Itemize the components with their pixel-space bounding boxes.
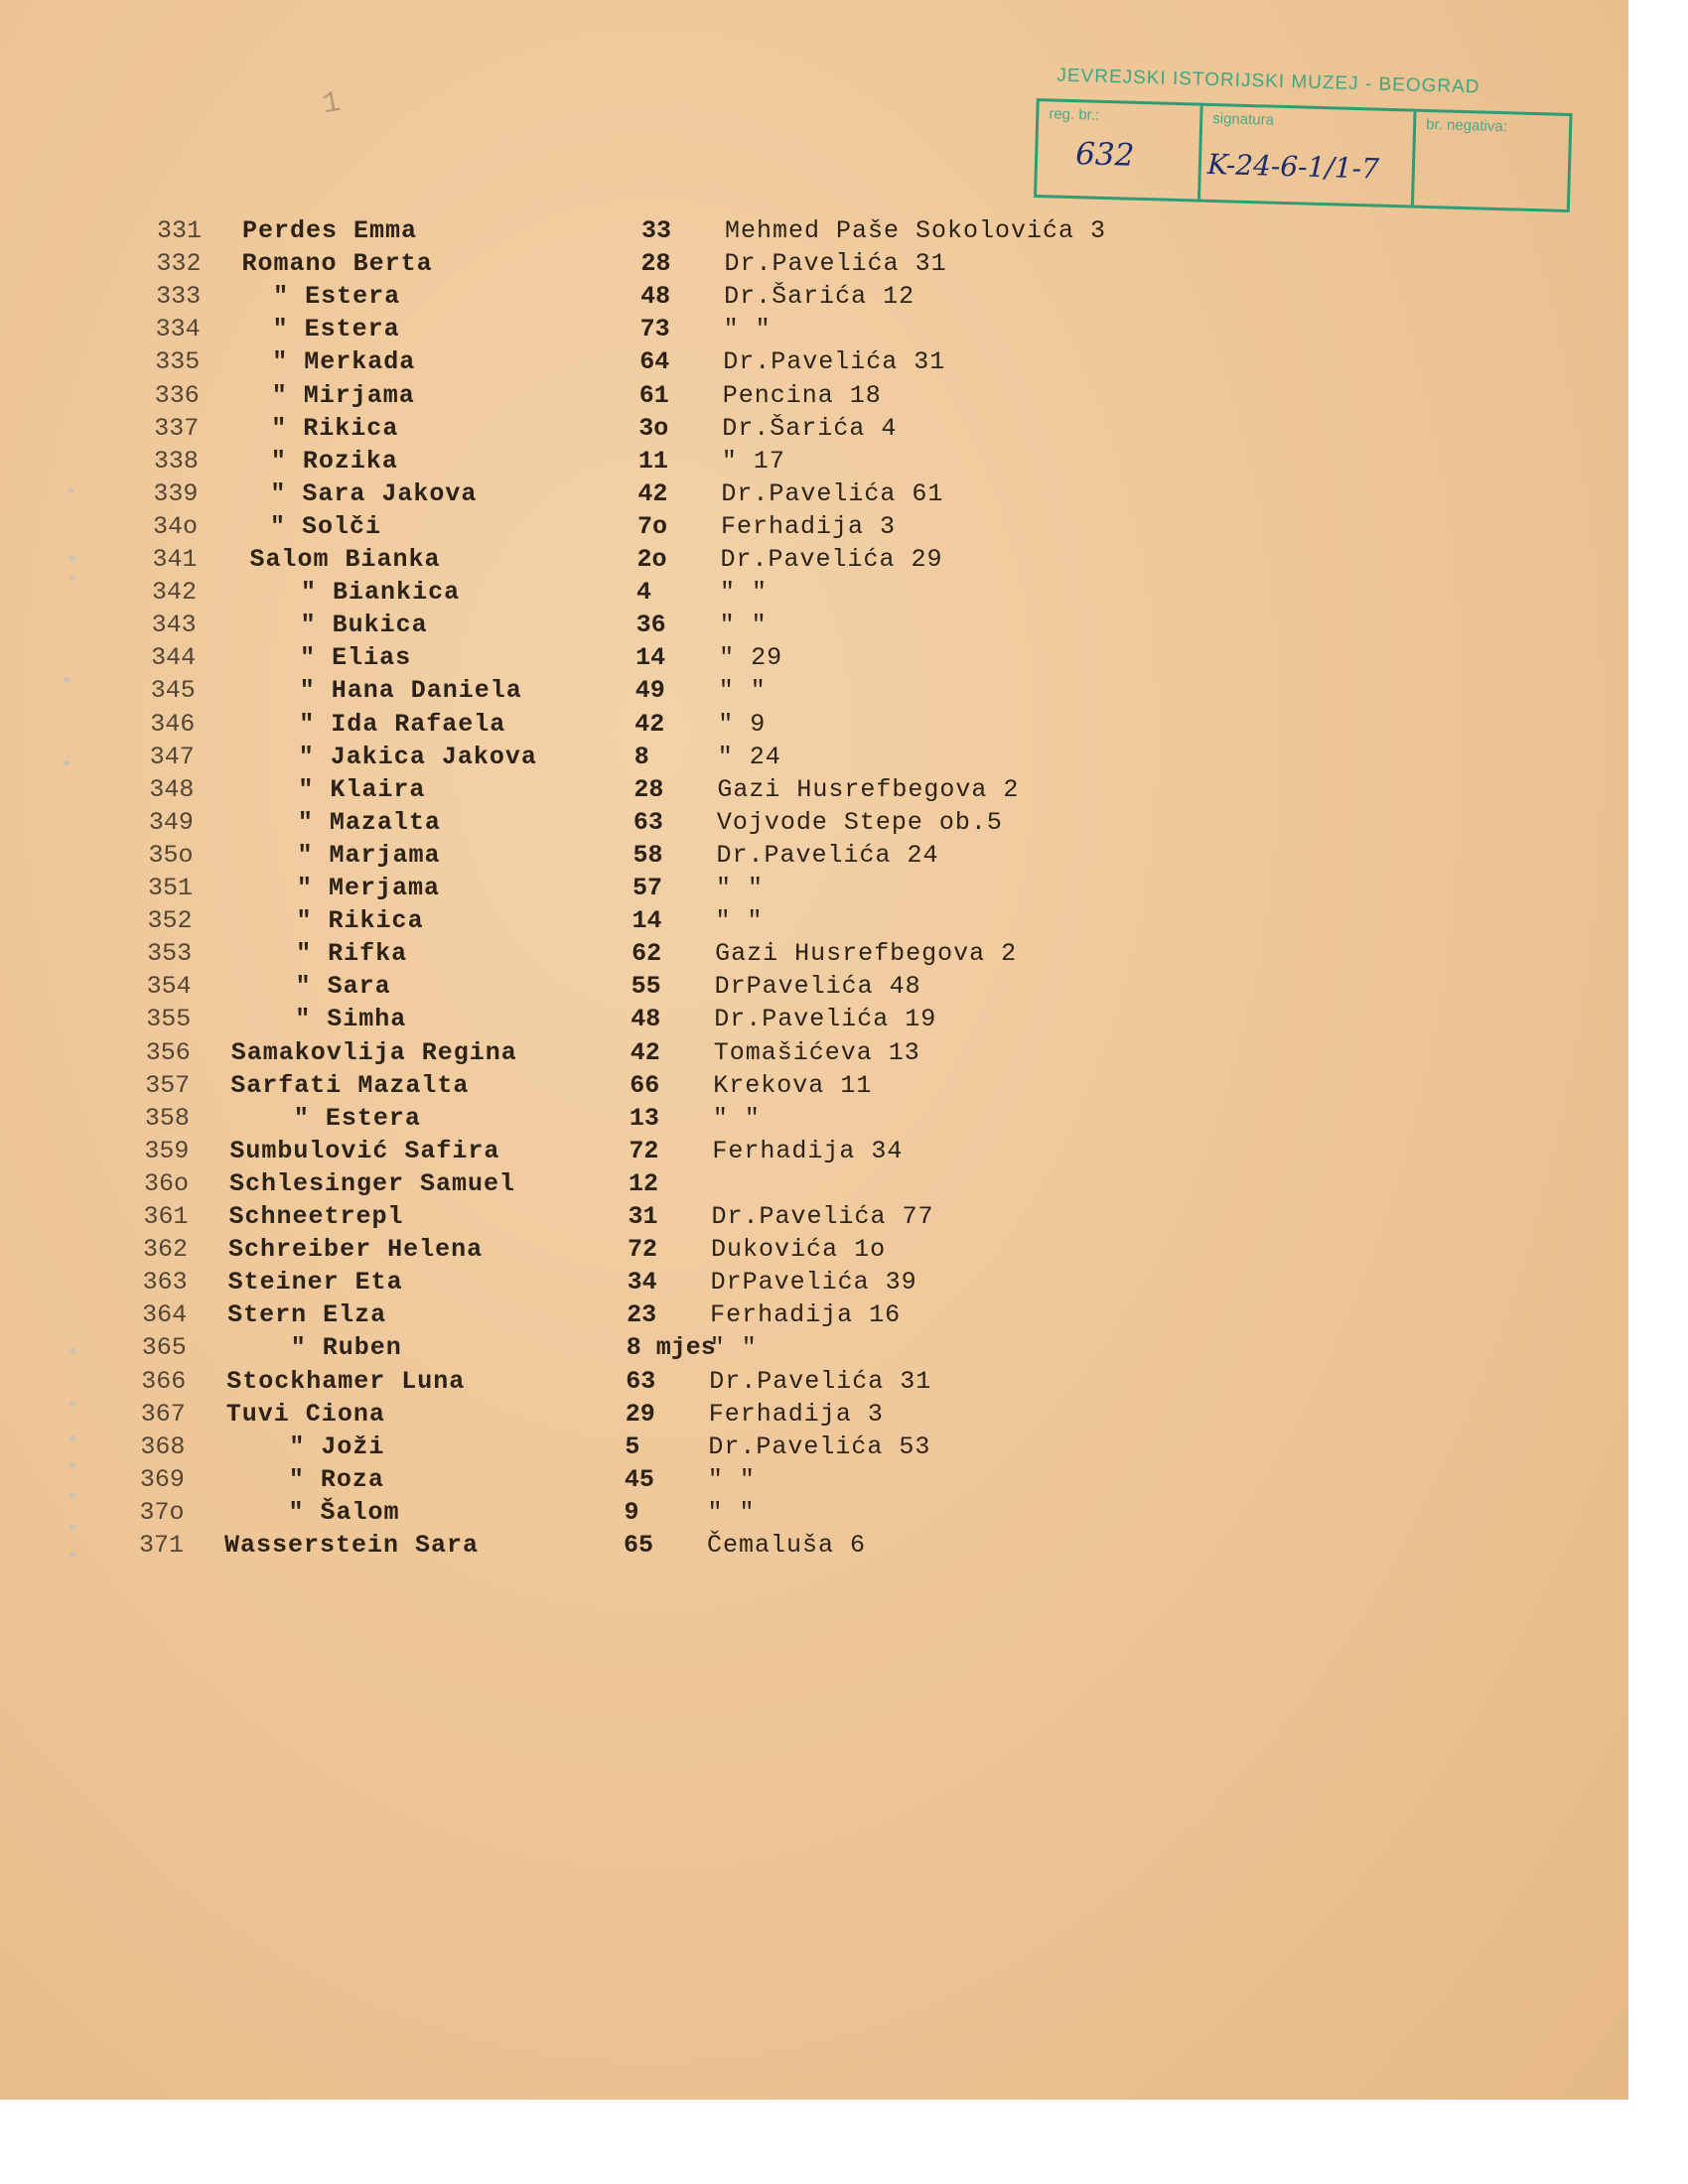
row-age: 42 — [630, 1038, 660, 1067]
row-number: 333 — [156, 282, 202, 311]
row-age: 29 — [625, 1400, 655, 1429]
row-age: 65 — [624, 1531, 654, 1560]
row-address: " " — [723, 315, 772, 343]
row-age: 72 — [628, 1235, 658, 1264]
row-age: 8 — [633, 743, 649, 771]
stamp-signature-label: signatura — [1212, 109, 1275, 129]
stamp-signature-cell — [1200, 106, 1417, 205]
row-name: " Solči — [269, 512, 381, 541]
row-number: 348 — [149, 775, 195, 804]
row-name: Salom Bianka — [249, 545, 441, 574]
row-age: 66 — [630, 1071, 660, 1100]
row-number: 368 — [140, 1433, 186, 1461]
row-name: Stockhamer Luna — [226, 1367, 466, 1396]
row-age: 8 mjes — [626, 1333, 716, 1362]
stamp-negative-cell — [1414, 112, 1570, 209]
row-address: Dr.Pavelića 31 — [724, 249, 947, 278]
binder-hole — [70, 1493, 75, 1498]
row-age: 4 — [636, 578, 652, 607]
row-name: " Simha — [295, 1005, 407, 1033]
row-number: 352 — [147, 906, 193, 935]
row-name: " Estera — [273, 282, 401, 311]
row-age: 33 — [641, 216, 672, 245]
binder-hole — [70, 1435, 75, 1440]
row-age: 13 — [629, 1104, 659, 1133]
row-number: 359 — [144, 1137, 190, 1165]
row-address: Čemaluša 6 — [707, 1531, 867, 1560]
row-number: 336 — [154, 381, 200, 410]
row-number: 369 — [139, 1465, 185, 1494]
row-age: 62 — [632, 939, 662, 968]
row-number: 345 — [150, 676, 196, 705]
row-name: Wasserstein Sara — [224, 1531, 480, 1560]
row-name: " Jakica Jakova — [298, 743, 537, 771]
row-address: Gazi Husrefbegova 2 — [715, 939, 1018, 968]
row-name: " Joži — [289, 1433, 385, 1461]
row-name: " Ruben — [290, 1333, 402, 1362]
row-address: Tomašićeva 13 — [713, 1038, 920, 1067]
row-address: Dukovića 1o — [711, 1235, 887, 1264]
row-name: Sumbulović Safira — [229, 1137, 500, 1165]
row-number: 362 — [143, 1235, 189, 1264]
row-number: 338 — [153, 447, 199, 476]
row-address: " 24 — [717, 743, 781, 771]
row-age: 42 — [634, 710, 665, 739]
row-number: 346 — [150, 710, 196, 739]
row-name: " Bukica — [300, 611, 428, 639]
row-number: 354 — [146, 972, 192, 1001]
row-age: 58 — [633, 841, 663, 870]
row-address: Mehmed Paše Sokolovića 3 — [725, 216, 1107, 245]
row-name: Romano Berta — [241, 249, 433, 278]
row-age: 28 — [633, 775, 664, 804]
row-address: " 29 — [719, 643, 783, 672]
stamp-reg-cell — [1037, 101, 1203, 200]
row-address: DrPavelića 39 — [710, 1268, 917, 1297]
row-number: 337 — [154, 414, 200, 443]
binder-hole — [68, 488, 73, 493]
row-number: 364 — [142, 1300, 188, 1329]
row-age: 14 — [632, 906, 662, 935]
row-name: Samakovlija Regina — [230, 1038, 517, 1067]
row-number: 342 — [152, 578, 198, 607]
row-age: 2o — [636, 545, 667, 574]
row-number: 36o — [143, 1169, 189, 1198]
row-name: " Roza — [288, 1465, 384, 1494]
scan-margin-right — [1628, 0, 1688, 2184]
row-number: 344 — [151, 643, 197, 672]
row-name: Tuvi Ciona — [225, 1400, 385, 1429]
row-age: 48 — [640, 282, 671, 311]
row-name: " Sara — [295, 972, 391, 1001]
row-address: " 17 — [721, 447, 785, 476]
row-number: 371 — [139, 1531, 185, 1560]
row-number: 34o — [152, 512, 198, 541]
row-age: 45 — [624, 1465, 654, 1494]
row-address: Vojvode Stepe ob.5 — [716, 808, 1003, 837]
row-name: " Marjama — [297, 841, 441, 870]
row-name: " Estera — [293, 1104, 421, 1133]
binder-hole — [64, 760, 70, 765]
binder-hole — [70, 1348, 75, 1353]
row-name: " Šalom — [288, 1498, 400, 1527]
stamp-organization: JEVREJSKI ISTORIJSKI MUZEJ - BEOGRAD — [1056, 65, 1480, 98]
row-address: " " — [719, 611, 768, 639]
row-address: " " — [715, 906, 764, 935]
stamp-box — [1034, 98, 1573, 212]
row-age: 63 — [633, 808, 663, 837]
row-age: 72 — [629, 1137, 659, 1165]
row-address: " " — [707, 1498, 756, 1527]
row-age: 57 — [633, 874, 663, 902]
binder-hole — [70, 1463, 75, 1468]
row-address: Ferhadija 3 — [708, 1400, 884, 1429]
row-number: 331 — [157, 216, 203, 245]
row-age: 42 — [637, 479, 668, 508]
row-address: Dr.Pavelića 61 — [721, 479, 944, 508]
row-name: " Elias — [300, 643, 412, 672]
row-age: 14 — [635, 643, 666, 672]
row-number: 343 — [151, 611, 197, 639]
row-name: " Rikica — [271, 414, 399, 443]
row-name: " Ida Rafaela — [299, 710, 506, 739]
row-age: 49 — [634, 676, 665, 705]
stamp-reg-value: 632 — [1074, 136, 1135, 174]
row-address: Pencina 18 — [722, 381, 882, 410]
row-address: Ferhadija 3 — [720, 512, 896, 541]
row-address: Ferhadija 34 — [712, 1137, 904, 1165]
row-age: 5 — [625, 1433, 640, 1461]
binder-hole — [70, 1525, 75, 1530]
row-name: Schreiber Helena — [228, 1235, 484, 1264]
row-age: 73 — [639, 315, 670, 343]
row-address: Dr.Pavelića 29 — [720, 545, 943, 574]
row-name: Schlesinger Samuel — [228, 1169, 515, 1198]
row-age: 64 — [639, 347, 670, 376]
binder-hole — [70, 1553, 75, 1558]
row-number: 358 — [144, 1104, 190, 1133]
row-number: 365 — [141, 1333, 187, 1362]
row-age: 7o — [636, 512, 667, 541]
row-number: 367 — [140, 1400, 186, 1429]
row-name: " Merjama — [297, 874, 441, 902]
row-name: " Mirjama — [271, 381, 415, 410]
row-name: " Sara Jakova — [270, 479, 478, 508]
row-number: 37o — [139, 1498, 185, 1527]
row-address: Krekova 11 — [713, 1071, 873, 1100]
row-name: Sarfati Mazalta — [230, 1071, 470, 1100]
row-address: " 9 — [718, 710, 767, 739]
stamp-reg-label: reg. br.: — [1049, 105, 1100, 124]
row-number: 349 — [148, 808, 194, 837]
row-age: 63 — [626, 1367, 656, 1396]
row-number: 355 — [146, 1005, 192, 1033]
row-address: " " — [712, 1104, 761, 1133]
row-number: 353 — [147, 939, 193, 968]
row-address: Dr.Pavelića 77 — [711, 1202, 934, 1231]
row-name: " Klaira — [298, 775, 426, 804]
row-number: 361 — [143, 1202, 189, 1231]
row-name: " Estera — [272, 315, 400, 343]
row-age: 11 — [637, 447, 668, 476]
row-age: 36 — [635, 611, 666, 639]
binder-hole — [64, 677, 70, 682]
binder-hole — [70, 576, 75, 581]
row-address: " " — [709, 1333, 758, 1362]
row-name: " Mazalta — [297, 808, 441, 837]
row-number: 35o — [148, 841, 194, 870]
row-number: 347 — [149, 743, 195, 771]
stamp-negative-label: br. negativa: — [1425, 115, 1508, 136]
binder-hole — [70, 556, 75, 561]
row-age: 3o — [638, 414, 669, 443]
row-address: Dr.Pavelića 24 — [716, 841, 939, 870]
row-age: 12 — [628, 1169, 658, 1198]
row-address: Dr.Šarića 12 — [724, 282, 915, 311]
row-age: 31 — [628, 1202, 658, 1231]
row-number: 332 — [156, 249, 202, 278]
row-number: 356 — [145, 1038, 191, 1067]
row-number: 351 — [148, 874, 194, 902]
row-name: Schneetrepl — [228, 1202, 404, 1231]
row-name: Steiner Eta — [227, 1268, 403, 1297]
row-address: " " — [718, 676, 767, 705]
row-age: 55 — [631, 972, 661, 1001]
corner-mark: 1 — [320, 85, 344, 123]
row-age: 34 — [627, 1268, 657, 1297]
row-age: 48 — [631, 1005, 661, 1033]
row-address: Dr.Šarića 4 — [722, 414, 898, 443]
row-name: " Rifka — [296, 939, 408, 968]
row-number: 366 — [141, 1367, 187, 1396]
row-name: " Merkada — [272, 347, 416, 376]
row-number: 363 — [142, 1268, 188, 1297]
row-address: " " — [707, 1465, 756, 1494]
archive-stamp — [1034, 55, 1579, 218]
row-number: 357 — [145, 1071, 191, 1100]
row-address: Gazi Husrefbegova 2 — [717, 775, 1020, 804]
row-address: Dr.Pavelića 31 — [709, 1367, 932, 1396]
binder-hole — [70, 1402, 75, 1407]
row-name: " Rozika — [270, 447, 398, 476]
row-number: 341 — [152, 545, 198, 574]
row-name: " Biankica — [301, 578, 461, 607]
row-name: " Hana Daniela — [299, 676, 522, 705]
row-age: 61 — [638, 381, 669, 410]
row-name: Perdes Emma — [242, 216, 418, 245]
row-age: 23 — [627, 1300, 657, 1329]
stamp-signature-value: K-24-6-1/1-7 — [1206, 147, 1380, 186]
row-address: DrPavelića 48 — [714, 972, 921, 1001]
row-number: 339 — [153, 479, 199, 508]
row-number: 335 — [155, 347, 201, 376]
row-number: 334 — [155, 315, 201, 343]
row-address: Dr.Pavelića 53 — [708, 1433, 931, 1461]
row-name: " Rikica — [296, 906, 424, 935]
row-address: Dr.Pavelića 31 — [723, 347, 946, 376]
row-name: Stern Elza — [227, 1300, 387, 1329]
row-age: 9 — [624, 1498, 639, 1527]
row-age: 28 — [640, 249, 671, 278]
row-address: Dr.Pavelića 19 — [714, 1005, 937, 1033]
scan-margin-bottom — [0, 2100, 1688, 2184]
row-address: " " — [716, 874, 765, 902]
row-address: Ferhadija 16 — [710, 1300, 902, 1329]
row-address: " " — [720, 578, 769, 607]
